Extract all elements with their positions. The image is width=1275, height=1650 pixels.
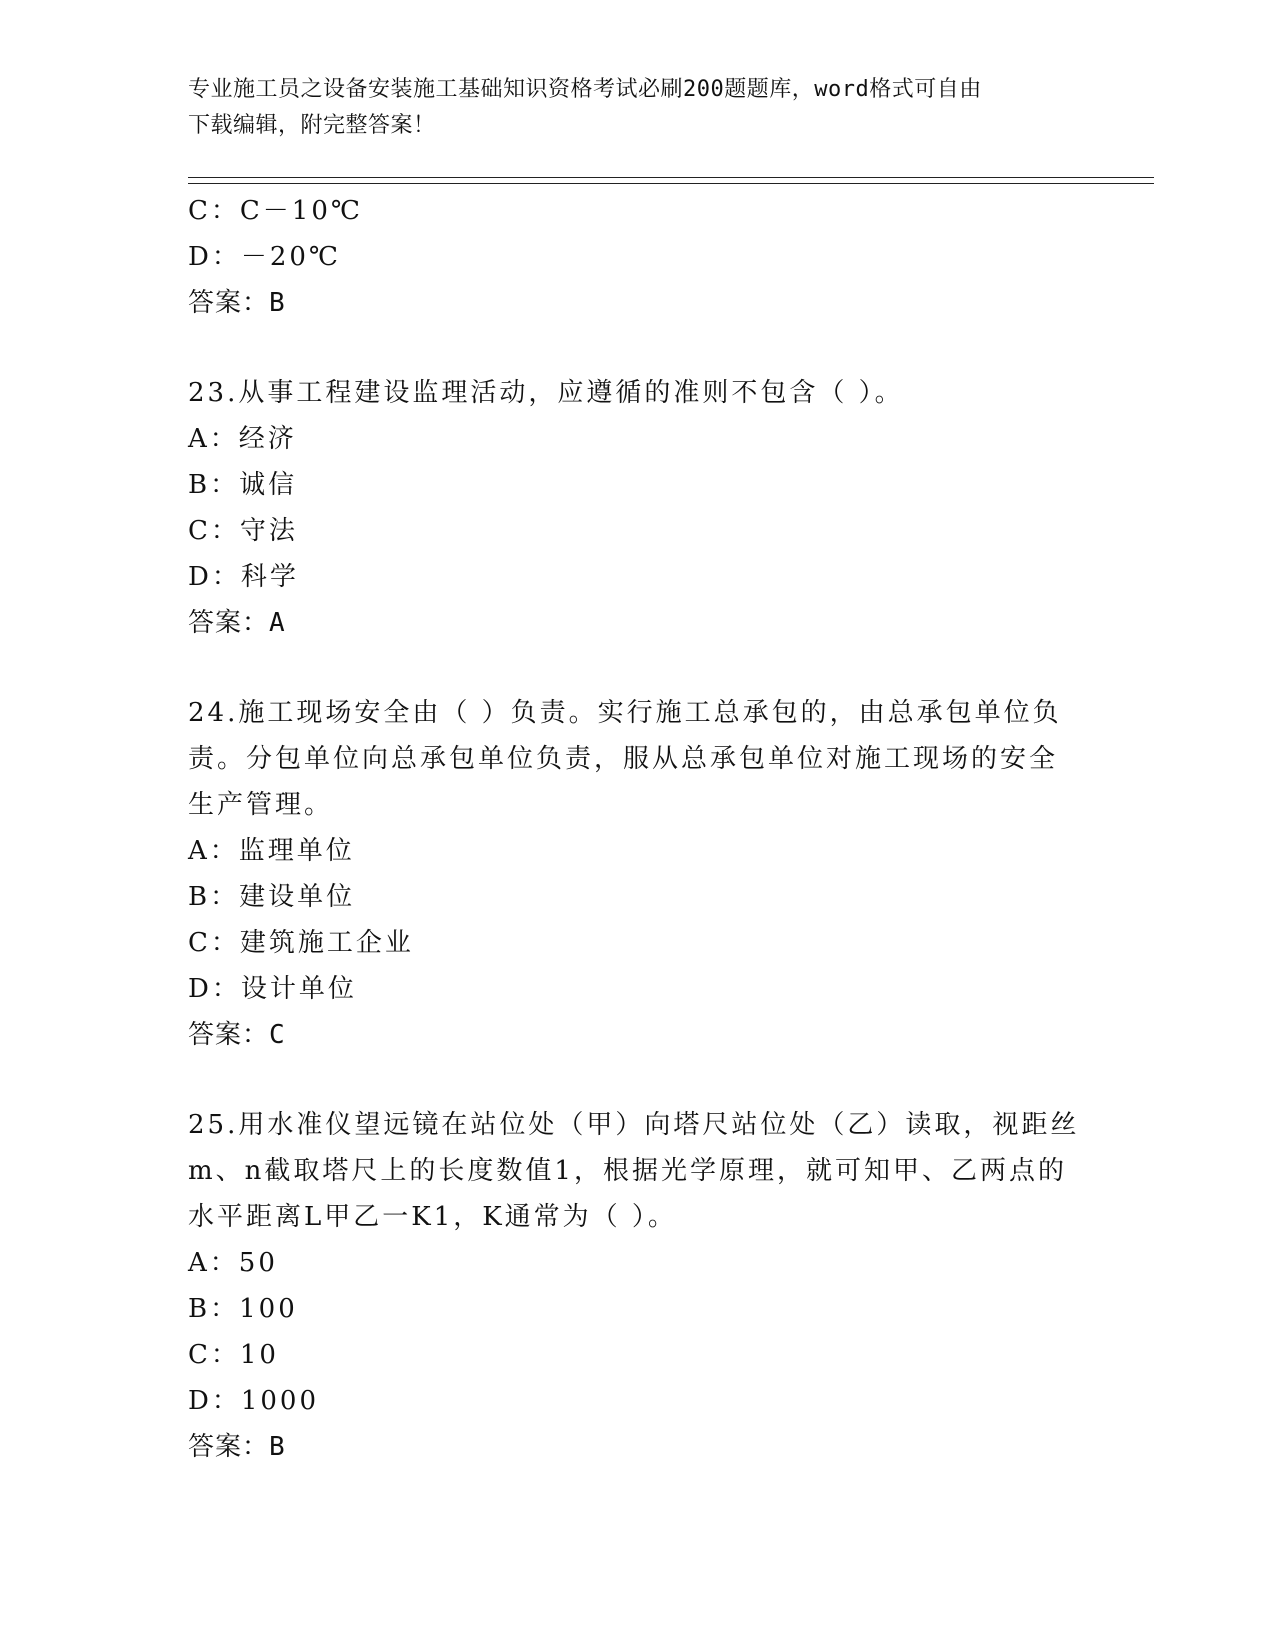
question-stem: 23.从事工程建设监理活动，应遵循的准则不包含（ ）。 bbox=[188, 378, 904, 408]
option-c: C：建筑施工企业 bbox=[188, 928, 414, 958]
document-body bbox=[188, 188, 1088, 1470]
option-a: A：经济 bbox=[188, 424, 297, 454]
header-title-line-2: 下载编辑，附完整答案！ bbox=[188, 113, 436, 138]
option-a: A：50 bbox=[188, 1248, 278, 1278]
question-25 bbox=[188, 1102, 1088, 1470]
header-rule-bottom bbox=[188, 183, 1154, 184]
option-b: B：建设单位 bbox=[188, 882, 356, 912]
option-c: C：10 bbox=[188, 1340, 279, 1370]
option-c: C：守法 bbox=[188, 516, 298, 546]
answer-line: 答案：B bbox=[188, 1432, 286, 1462]
question-stem-line-3: 水平距离L甲乙一K1，K通常为（ ）。 bbox=[188, 1202, 677, 1232]
question-22-continued bbox=[188, 188, 1088, 326]
option-a: A：监理单位 bbox=[188, 836, 355, 866]
question-stem-line-1: 25.用水准仪望远镜在站位处（甲）向塔尺站位处（乙）读取，视距丝 bbox=[188, 1110, 1080, 1140]
question-24 bbox=[188, 690, 1088, 1058]
option-c: C：C－10℃ bbox=[188, 196, 363, 226]
question-stem-line-1: 24.施工现场安全由（ ）负责。实行施工总承包的，由总承包单位负 bbox=[188, 698, 1062, 728]
question-23 bbox=[188, 370, 1088, 646]
answer-line: 答案：A bbox=[188, 608, 286, 638]
answer-line: 答案：C bbox=[188, 1020, 286, 1050]
option-d: D：1000 bbox=[188, 1386, 320, 1416]
header-rule-top bbox=[188, 177, 1154, 178]
question-stem-line-2: 责。分包单位向总承包单位负责，服从总承包单位对施工现场的安全 bbox=[188, 744, 1059, 774]
option-d: D：科学 bbox=[188, 562, 299, 592]
question-stem-line-2: m、n截取塔尺上的长度数值1，根据光学原理，就可知甲、乙两点的 bbox=[188, 1156, 1067, 1186]
option-b: B：诚信 bbox=[188, 470, 298, 500]
header-title-line-1: 专业施工员之设备安装施工基础知识资格考试必刷200题题库，word格式可自由 bbox=[188, 77, 982, 102]
answer-line: 答案：B bbox=[188, 288, 286, 318]
question-stem-line-3: 生产管理。 bbox=[188, 790, 334, 820]
option-d: D：设计单位 bbox=[188, 974, 357, 1004]
document-header bbox=[188, 72, 1068, 144]
option-b: B：100 bbox=[188, 1294, 298, 1324]
option-d: D：－20℃ bbox=[188, 242, 342, 272]
